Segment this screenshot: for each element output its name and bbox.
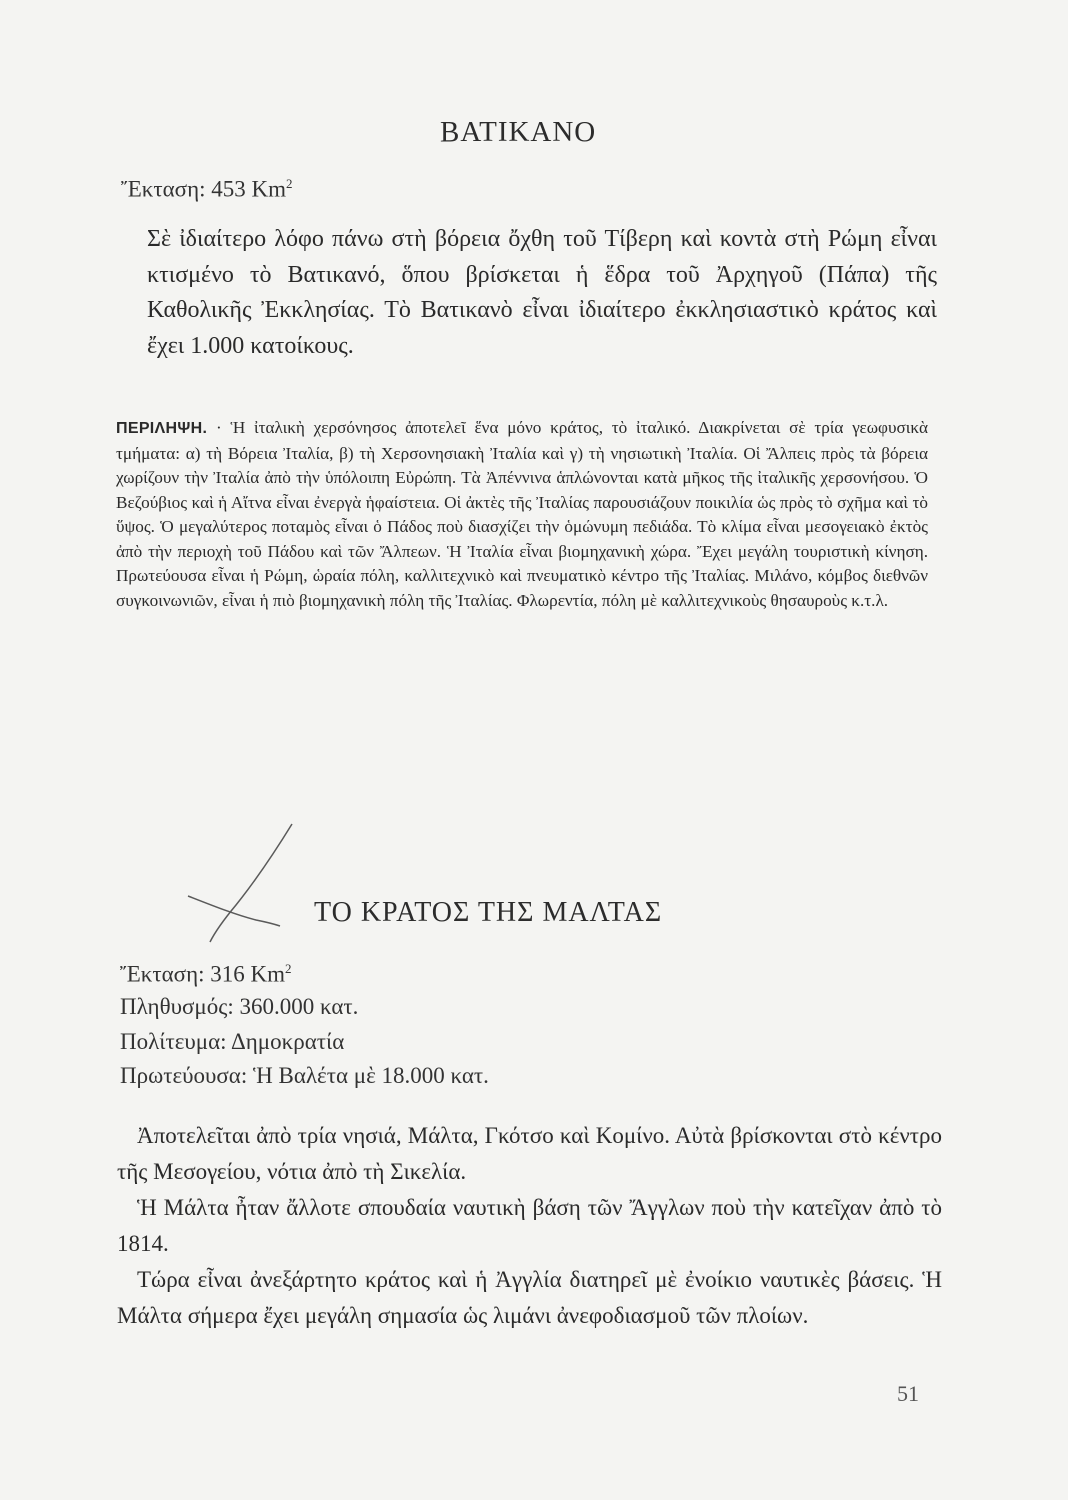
summary-paragraph xyxy=(116,416,928,613)
malta-population: Πληθυσμός: 360.000 κατ. xyxy=(120,994,359,1019)
page-number: 51 xyxy=(897,1381,919,1406)
malta-paragraph xyxy=(117,1118,942,1334)
malta-line: Ἀποτελεῖται ἀπὸ τρία νησιά, Μάλτα, Γκότσο καὶ Κομίνο. Αὐτὰ βρίσκονται στὸ κέντρο τῆς Μεσογείου, νότια ἀπὸ τὴ Σικελία. xyxy=(117,1123,942,1184)
malta-capital: Πρωτεύουσα: Ἡ Βαλέτα μὲ 18.000 κατ. xyxy=(120,1063,489,1088)
malta-line: Ἡ Μάλτα ἦταν ἄλλοτε σπουδαία ναυτικὴ βάση τῶν Ἄγγλων ποὺ τὴν κατεῖχαν ἀπὸ τὸ 1814. xyxy=(117,1195,942,1256)
vatican-title: ΒΑΤΙΚΑΝΟ xyxy=(440,116,597,148)
vatican-paragraph: Σὲ ἰδιαίτερο λόφο πάνω στὴ βόρεια ὄχθη τοῦ Τίβερη καὶ κοντὰ στὴ Ρώμη εἶναι κτισμένο τὸ Βατικανό, ὅπου βρίσκεται ἡ ἕδρα τοῦ Ἀρχηγοῦ (Πάπα) τῆς Καθολικῆς Ἐκκλησίας. Τὸ Βατικανὸ εἶναι ἰδιαίτερο ἐκκλησιαστικὸ κράτος καὶ ἔχει 1.000 κατοίκους. xyxy=(147,226,937,359)
vatican-area: Ἔκταση: 453 Km$^2$ xyxy=(121,176,293,202)
malta-government: Πολίτευμα: Δημοκρατία xyxy=(120,1029,345,1054)
malta-area: Ἔκταση: 316 Km$^2$ xyxy=(120,961,292,987)
summary-text: · Ἡ ἰταλικὴ χερσόνησος ἀποτελεῖ ἕνα μόνο κράτος, τὸ ἰταλικό. Διακρίνεται σὲ τρία γεωφυσικὰ τμήματα: α) τὴ Βόρεια Ἰταλία, β) τὴ Χερσονησιακὴ Ἰταλία καὶ γ) τὴ νησιωτικὴ Ἰταλία. Οἱ Ἄλπεις πρὸς τὰ βόρεια χωρίζουν τὴν Ἰταλία ἀπὸ τὴν ὑπόλοιπη Εὐρώπη. Τὰ Ἀπέννινα ἁπλώνονται κατὰ μῆκος τῆς ἰταλικῆς χερσονήσου. Ὁ Βεζούβιος καὶ ἡ Αἴτνα εἶναι ἐνεργὰ ἡφαίστεια. Οἱ ἀκτὲς τῆς Ἰταλίας παρουσιάζουν ποικιλία ὡς πρὸς τὸ σχῆμα καὶ τὸ ὕψος. Ὁ μεγαλύτερος ποταμὸς εἶναι ὁ Πάδος ποὺ διασχίζει τὴν ὁμώνυμη πεδιάδα. Τὸ κλίμα εἶναι μεσογειακὸ ἐκτὸς ἀπὸ τὴν περιοχὴ τοῦ Πάδου καὶ τῶν Ἄλπεων. Ἡ Ἰταλία εἶναι βιομηχανικὴ χώρα. Ἔχει μεγάλη τουριστικὴ κίνηση. Πρωτεύουσα εἶναι ἡ Ρώμη, ὡραία πόλη, καλλιτεχνικὸ καὶ πνευματικὸ κέντρο τῆς Ἰταλίας. Μιλάνο, κόμβος διεθνῶν συγκοινωνιῶν, εἶναι ἡ πιὸ βιομηχανικὴ πόλη τῆς Ἰταλίας. Φλωρεντία, πόλη μὲ καλλιτεχνικοὺς θησαυροὺς κ.τ.λ. xyxy=(116,418,929,610)
malta-title: ΤΟ ΚΡΑΤΟΣ ΤΗΣ ΜΑΛΤΑΣ xyxy=(314,897,663,928)
malta-line: Τώρα εἶναι ἀνεξάρτητο κράτος καὶ ἡ Ἀγγλία διατηρεῖ μὲ ἐνοίκιο ναυτικὲς βάσεις. Ἡ Μάλτα σήμερα ἔχει μεγάλη σημασία ὡς λιμάνι ἀνεφοδιασμοῦ τῶν πλοίων. xyxy=(117,1267,942,1328)
summary-lead: ΠΕΡΙΛΗΨΗ. xyxy=(116,420,208,437)
handwritten-x-mark xyxy=(186,820,296,945)
